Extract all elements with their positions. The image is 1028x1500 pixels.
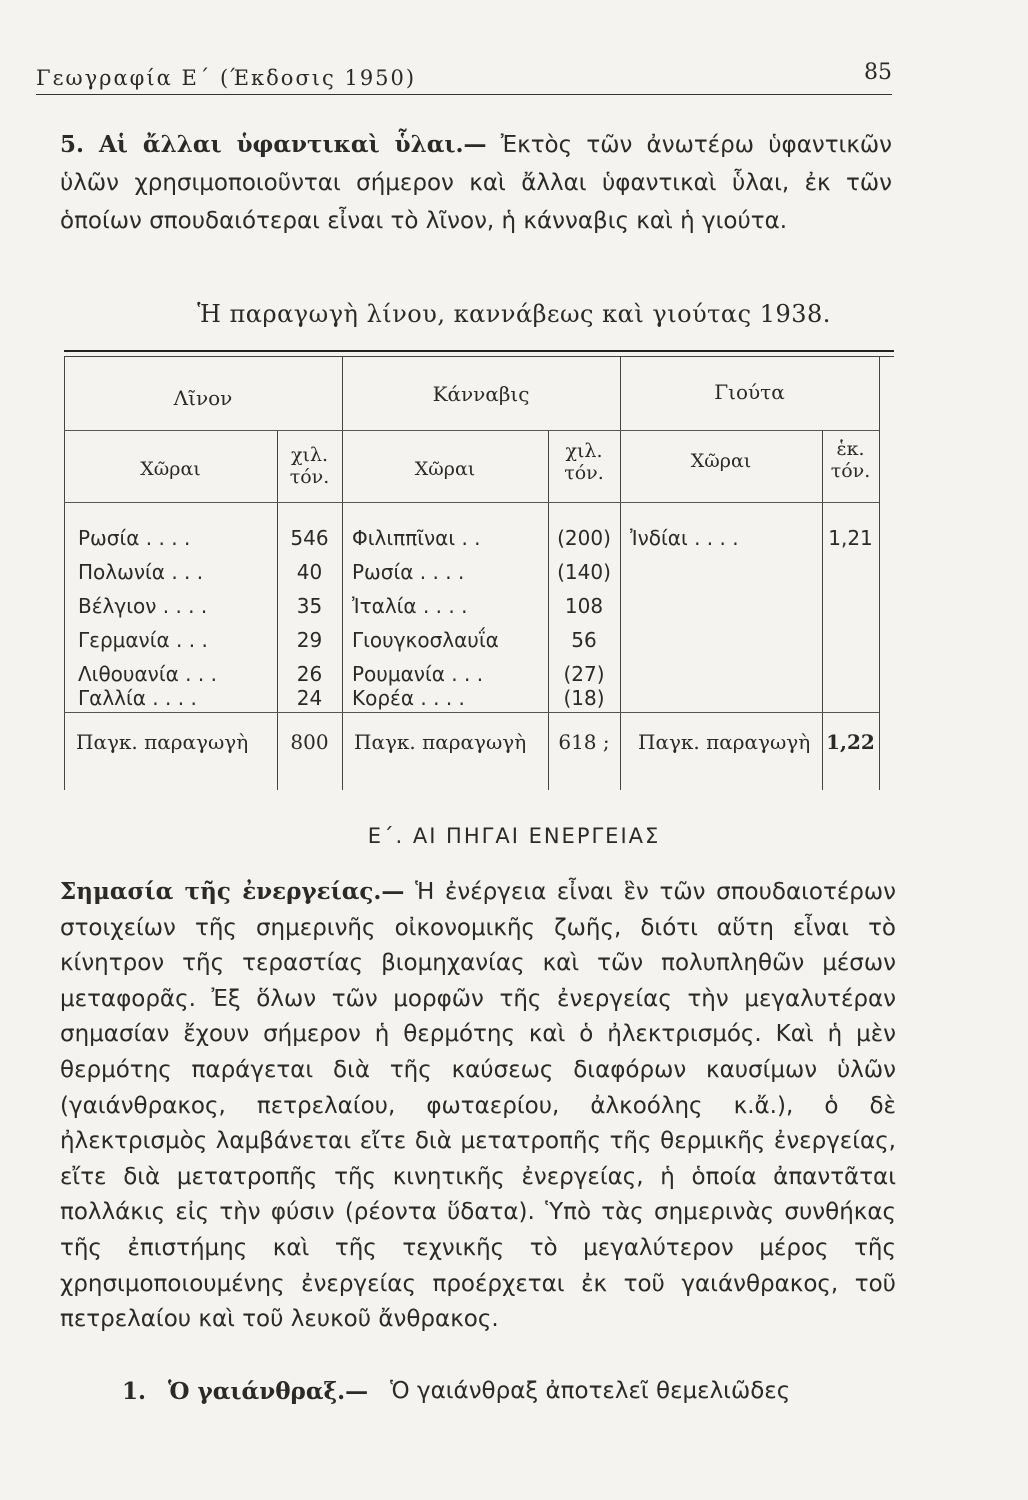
linen-value: 546: [290, 526, 329, 550]
linen-value: 24: [296, 686, 323, 710]
total-value-linen: 800: [290, 730, 329, 754]
jute-value: 1,21: [828, 526, 873, 550]
unit-line-2: τόν.: [289, 466, 330, 488]
table-left-border: [64, 356, 65, 790]
linen-country: Γερμανία . . .: [78, 628, 208, 652]
total-label-hemp: Παγκ. παραγωγὴ: [354, 730, 527, 754]
column-header-rule: [64, 502, 879, 503]
hemp-value: (140): [557, 560, 611, 584]
hemp-country: Ἰταλία . . . .: [352, 594, 468, 618]
linen-country: Ρωσία . . . .: [78, 526, 191, 550]
linen-country: Λιθουανία . . .: [78, 662, 217, 686]
table-top-rule: [64, 350, 894, 352]
page-header: [36, 62, 892, 95]
total-value-hemp: 618 ;: [558, 730, 610, 754]
hemp-value: 56: [571, 628, 597, 652]
total-label-jute: Παγκ. παραγωγὴ: [638, 730, 811, 754]
unit-line-1: χιλ.: [290, 444, 329, 466]
group-hemp: Κάνναβις: [432, 382, 530, 406]
group-linen: Λῖνον: [173, 386, 233, 410]
unit-line-2: τόν.: [830, 460, 871, 482]
hemp-country: Ρουμανία . . .: [352, 662, 484, 686]
section-5-paragraph: [60, 126, 892, 240]
table-top-rule-thin: [64, 356, 894, 357]
linen-value: 35: [296, 594, 323, 618]
col-header-unit-linen: [277, 444, 342, 488]
group-jute: Γιούτα: [714, 380, 785, 404]
hemp-value: (27): [563, 662, 605, 686]
table-caption: Ἡ παραγωγὴ λίνου, καννάβεως καὶ γιούτας 1938.: [197, 300, 831, 328]
hemp-value: (200): [557, 526, 611, 550]
col-header-unit-hemp: [548, 440, 620, 484]
linen-value: 26: [296, 662, 323, 686]
totals-rule: [64, 712, 879, 713]
hemp-value: (18): [563, 686, 605, 710]
hemp-country: Ρωσία . . . .: [352, 560, 465, 584]
hemp-country: Φιλιππῖναι . .: [352, 526, 481, 550]
group-divider-2: [620, 356, 621, 790]
col-header-unit-jute: [822, 438, 879, 482]
col-header-countries: Χῶραι: [690, 450, 752, 472]
linen-country: Πολωνία . . .: [78, 560, 204, 584]
col-header-countries: Χῶραι: [140, 458, 201, 480]
coal-item-line: [122, 1378, 918, 1405]
energy-text: Ἡ ἐνέργεια εἶναι ἓν τῶν σπουδαιοτέρων στοιχείων τῆς σημερινῆς οἰκονομικῆς ζωῆς, διότι αὕτη εἶναι τὸ κίνητρον τῆς τεραστίας βιομηχανίας καὶ τῶν πολυπληθῶν μέσων μεταφορᾶς. Ἐξ ὅλων τῶν μορφῶν τῆς ἐνεργείας τὴν μεγαλυτέραν σημασίαν ἔχουν σήμερον ἡ θερμότης καὶ ὁ ἠλεκτρισμός. Καὶ ἡ μὲν θερμότης παράγεται διὰ τῆς καύσεως διαφόρων καυσίμων ὑλῶν (γαιάνθρακος, πετρελαίου, φωταερίου, ἀλκοόλης κ.ἄ.), ὁ δὲ ἠλεκτρισμὸς λαμβάνεται εἴτε διὰ μετατροπῆς τῆς θερμικῆς ἐνεργείας, εἴτε διὰ μετατροπῆς τῆς κινητικῆς ἐνεργείας, ἡ ὁποία ἀπαντᾶται πολλάκις εἰς τὴν φύσιν (ρέοντα ὕδατα). Ὑπὸ τὰς σημερινὰς συνθήκας τῆς ἐπιστήμης καὶ τῆς τεχνικῆς τὸ μεγαλύτερον μέρος τῆς χρησιμοποιουμένης ἐνεργείας προέρχεται ἐκ τοῦ γαιάνθρακος, τοῦ πετρελαίου καὶ τοῦ λευκοῦ ἄνθρακος.: [60, 879, 896, 1333]
unit-line-1: χιλ.: [565, 440, 603, 462]
coal-item-number: 1.: [122, 1378, 147, 1405]
hemp-value: 108: [564, 594, 604, 618]
linen-country: Βέλγιον . . . .: [78, 594, 208, 618]
linen-value: 29: [296, 628, 323, 652]
group-header-rule: [64, 430, 879, 431]
table-right-border: [879, 356, 880, 790]
page-number: 85: [864, 60, 892, 85]
section-e-heading: Ε΄. ΑΙ ΠΗΓΑΙ ΕΝΕΡΓΕΙΑΣ: [367, 824, 661, 848]
unit-line-1: ἑκ.: [836, 438, 865, 460]
section-5-title: 5. Αἱ ἄλλαι ὑφαντικαὶ ὗλαι.—: [60, 131, 487, 158]
coal-item-title: Ὁ γαιάνθραξ.—: [168, 1378, 369, 1405]
total-value-jute: 1,22: [826, 730, 875, 754]
linen-value: 40: [296, 560, 323, 584]
hemp-country: Γιουγκοσλαυΐα: [352, 628, 499, 652]
energy-paragraph: [60, 874, 896, 1338]
coal-item-text: Ὁ γαιάνθραξ ἀποτελεῖ θεμελιῶδες: [390, 1378, 791, 1404]
section-5-text: Ἐκτὸς τῶν ἀνωτέρω ὑφαντικῶν ὑλῶν χρησιμοποιοῦνται σήμερον καὶ ἄλλαι ὑφαντικαὶ ὗλαι, ἐκ τῶν ὁποίων σπουδαιότεραι εἶναι τὸ λῖνον, ἡ κάνναβις καὶ ἡ γιούτα.: [60, 132, 892, 234]
group-divider-1: [342, 356, 343, 790]
energy-subheading: Σημασία τῆς ἐνεργείας.—: [60, 878, 405, 905]
jute-country: Ἰνδίαι . . . .: [630, 526, 739, 550]
hemp-country: Κορέα . . . .: [352, 686, 465, 710]
unit-line-2: τόν.: [564, 462, 604, 484]
production-table: [64, 350, 894, 790]
total-label-linen: Παγκ. παραγωγὴ: [76, 730, 249, 754]
running-title: Γεωγραφία Ε΄ (Έκδοσις 1950): [36, 66, 417, 90]
col-header-countries: Χῶραι: [414, 458, 476, 480]
linen-country: Γαλλία . . . .: [78, 686, 197, 710]
